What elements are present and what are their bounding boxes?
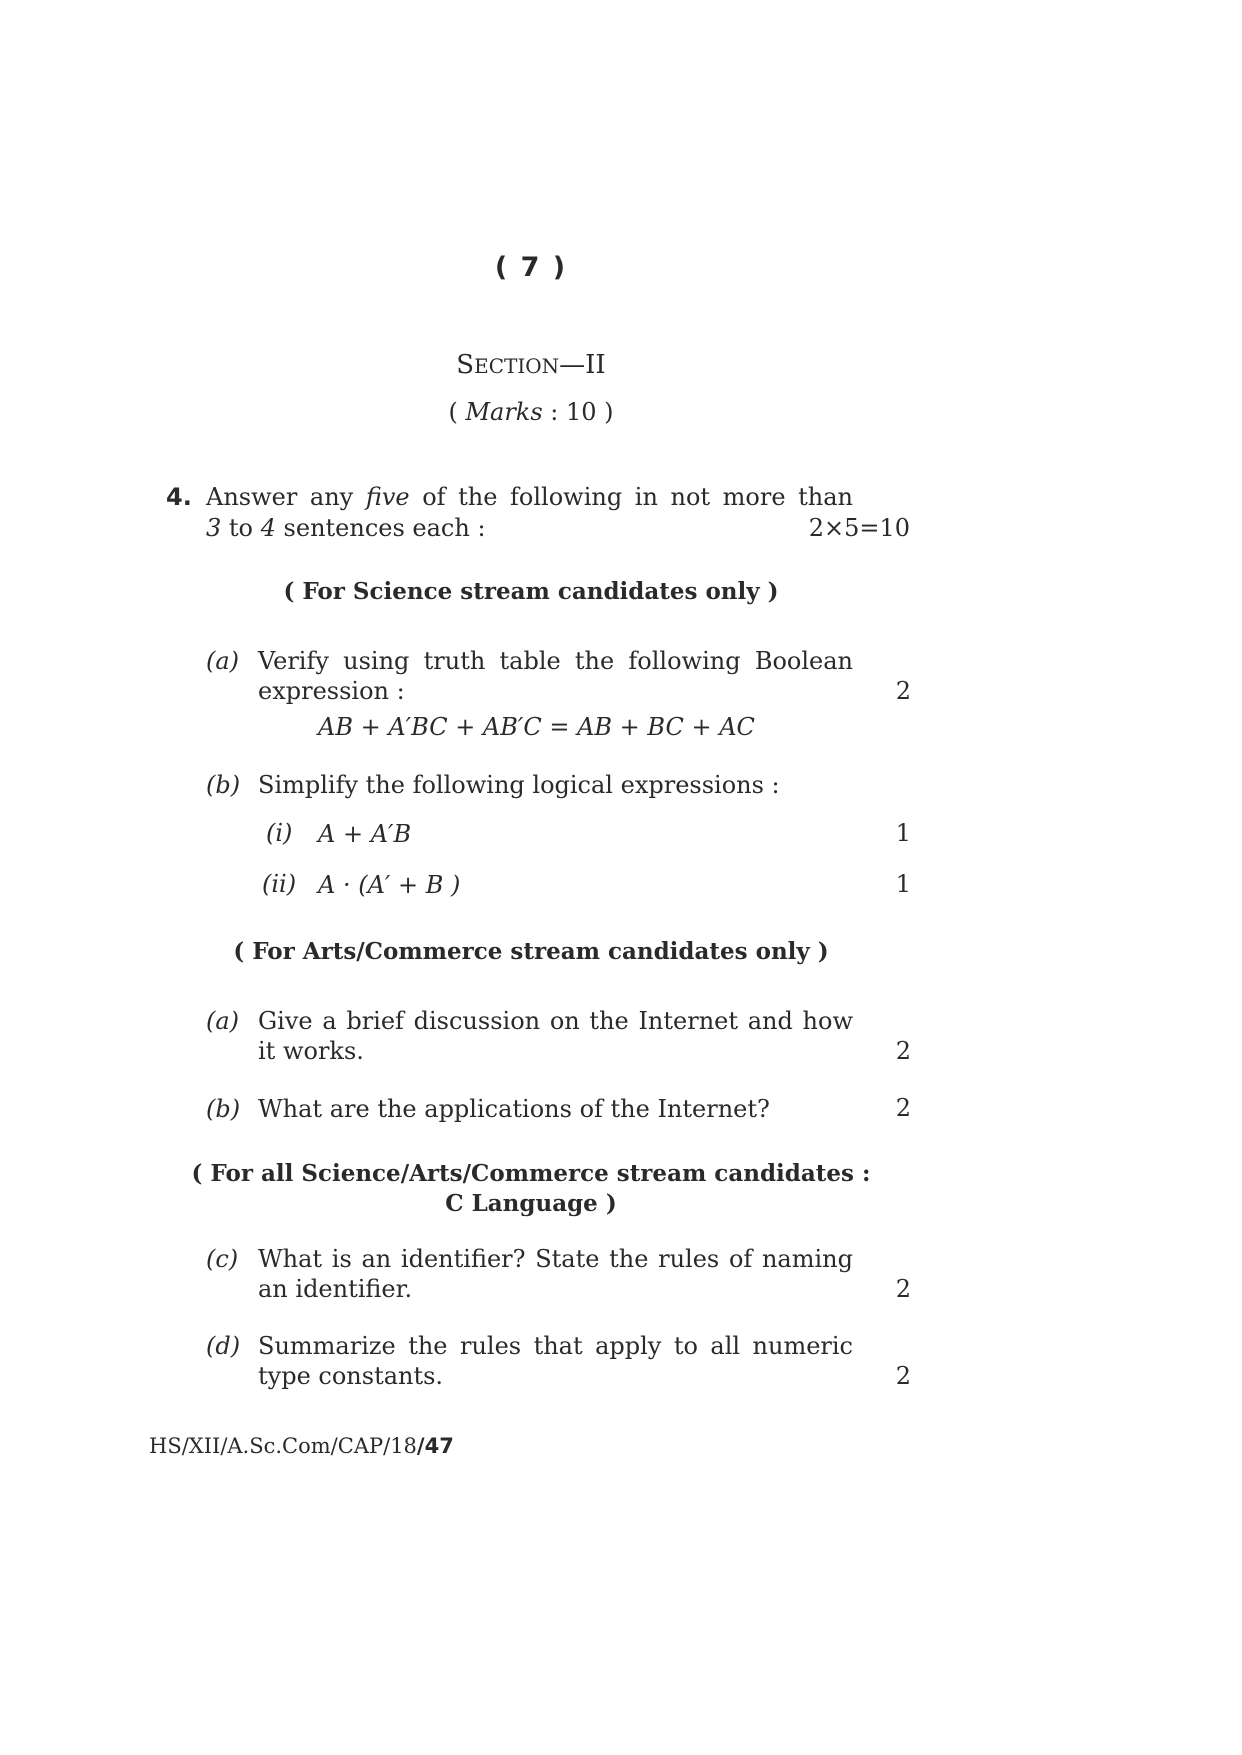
arts-a-line-2: it works. <box>258 1037 364 1065</box>
arts-b-mark: 2 <box>895 1094 911 1122</box>
question-number: 4. <box>166 483 192 511</box>
arts-b-label: (b) <box>206 1095 241 1123</box>
section-title: SECTION—II <box>456 350 606 380</box>
all-c-label: (c) <box>206 1245 239 1273</box>
science-a-label: (a) <box>206 647 240 675</box>
question-total-marks: 2×5=10 <box>808 514 910 542</box>
science-b-ii-expr: A · (A′ + B ) <box>318 871 461 899</box>
science-heading: ( For Science stream candidates only ) <box>283 578 779 605</box>
question-line-2: 3 to 4 sentences each : <box>206 514 486 542</box>
science-a-mark: 2 <box>895 677 911 705</box>
all-d-mark: 2 <box>895 1362 911 1390</box>
all-d-line-1: Summarize the rules that apply to all numeric <box>258 1332 853 1360</box>
science-b-ii-mark: 1 <box>895 870 911 898</box>
science-b-label: (b) <box>206 771 241 799</box>
science-b-i-expr: A + A′B <box>318 820 412 848</box>
science-b-text: Simplify the following logical expressions : <box>258 771 780 799</box>
paper-code: HS/XII/A.Sc.Com/CAP/18/47 <box>149 1434 454 1458</box>
all-c-line-1: What is an identifier? State the rules of naming <box>258 1245 853 1273</box>
all-heading-line-2: C Language ) <box>445 1190 617 1217</box>
all-c-mark: 2 <box>895 1275 911 1303</box>
arts-b-text: What are the applications of the Internet? <box>258 1095 770 1123</box>
all-d-line-2: type constants. <box>258 1362 444 1390</box>
arts-a-label: (a) <box>206 1007 240 1035</box>
science-a-line-1: Verify using truth table the following Boolean <box>258 647 853 675</box>
all-c-line-2: an identifier. <box>258 1275 413 1303</box>
question-line-1: Answer any five of the following in not more than <box>206 483 854 511</box>
arts-a-mark: 2 <box>895 1037 911 1065</box>
section-marks: ( Marks : 10 ) <box>448 398 614 426</box>
science-b-ii-label: (ii) <box>262 870 297 898</box>
arts-a-line-1: Give a brief discussion on the Internet and how <box>258 1007 853 1035</box>
arts-heading: ( For Arts/Commerce stream candidates only ) <box>233 938 829 965</box>
science-a-formula: AB + A′BC + AB′C = AB + BC + AC <box>318 713 755 741</box>
science-b-i-label: (i) <box>266 819 293 847</box>
all-d-label: (d) <box>206 1332 241 1360</box>
all-heading-line-1: ( For all Science/Arts/Commerce stream candidates : <box>191 1160 871 1187</box>
science-b-i-mark: 1 <box>895 819 911 847</box>
page-number: ( 7 ) <box>494 252 568 283</box>
science-a-line-2: expression : <box>258 677 405 705</box>
